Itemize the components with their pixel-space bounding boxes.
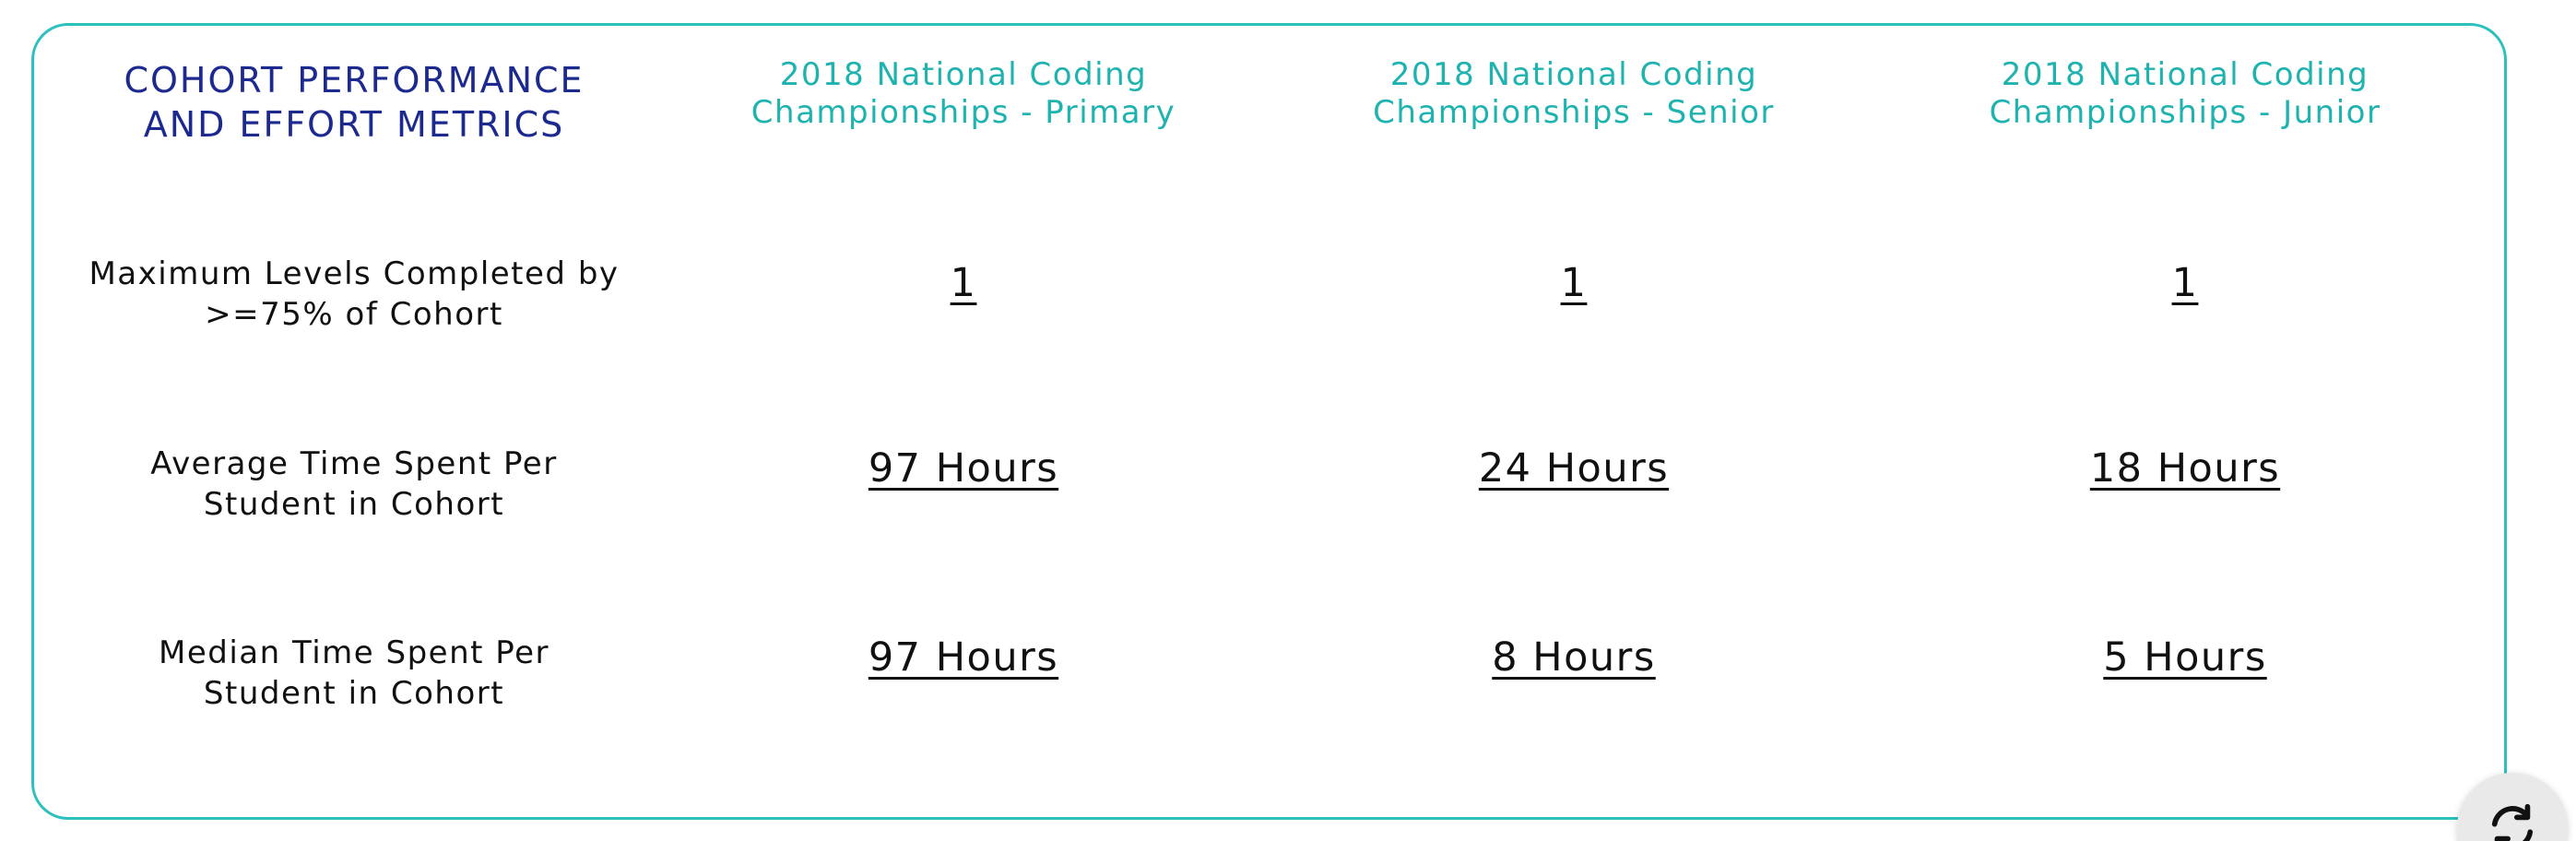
row-label-max-levels [89,254,619,335]
value-average-time-primary[interactable]: 97 Hours [868,445,1059,492]
value-median-time-junior[interactable]: 5 Hours [2103,634,2267,681]
value-average-time-junior[interactable]: 18 Hours [2089,445,2281,492]
row-label-median-time [159,633,549,714]
column-header-line-1: 2018 National Coding [1389,56,1758,93]
row-label-line-1: Maximum Levels Completed by [89,255,620,292]
refresh-icon [2481,797,2544,841]
row-label-average-time [150,444,557,525]
column-header-primary [751,56,1176,132]
value-median-time-senior[interactable]: 8 Hours [1492,634,1656,681]
row-label-line-1: Average Time Spent Per [150,445,558,482]
value-average-time-senior[interactable]: 24 Hours [1478,445,1670,492]
row-label-line-1: Median Time Spent Per [159,634,549,671]
row-label-line-2: Student in Cohort [203,486,505,523]
row-label-line-2: >=75% of Cohort [205,296,503,333]
column-header-line-2: Championships - Senior [1373,94,1775,131]
column-header-senior [1373,56,1775,132]
value-max-levels-senior[interactable]: 1 [1560,260,1588,306]
column-header-junior [1990,56,2381,132]
value-max-levels-primary[interactable]: 1 [950,260,977,306]
column-header-line-2: Championships - Primary [750,94,1176,131]
column-header-line-1: 2018 National Coding [779,56,1148,93]
value-median-time-primary[interactable]: 97 Hours [868,634,1059,681]
table-title-line-2: AND EFFORT METRICS [143,104,565,145]
row-label-line-2: Student in Cohort [203,675,505,712]
table-title-line-1: COHORT PERFORMANCE [124,60,585,101]
value-max-levels-junior[interactable]: 1 [2171,260,2199,306]
table-title [124,58,584,147]
column-header-line-1: 2018 National Coding [2001,56,2369,93]
column-header-line-2: Championships - Junior [1989,94,2381,131]
